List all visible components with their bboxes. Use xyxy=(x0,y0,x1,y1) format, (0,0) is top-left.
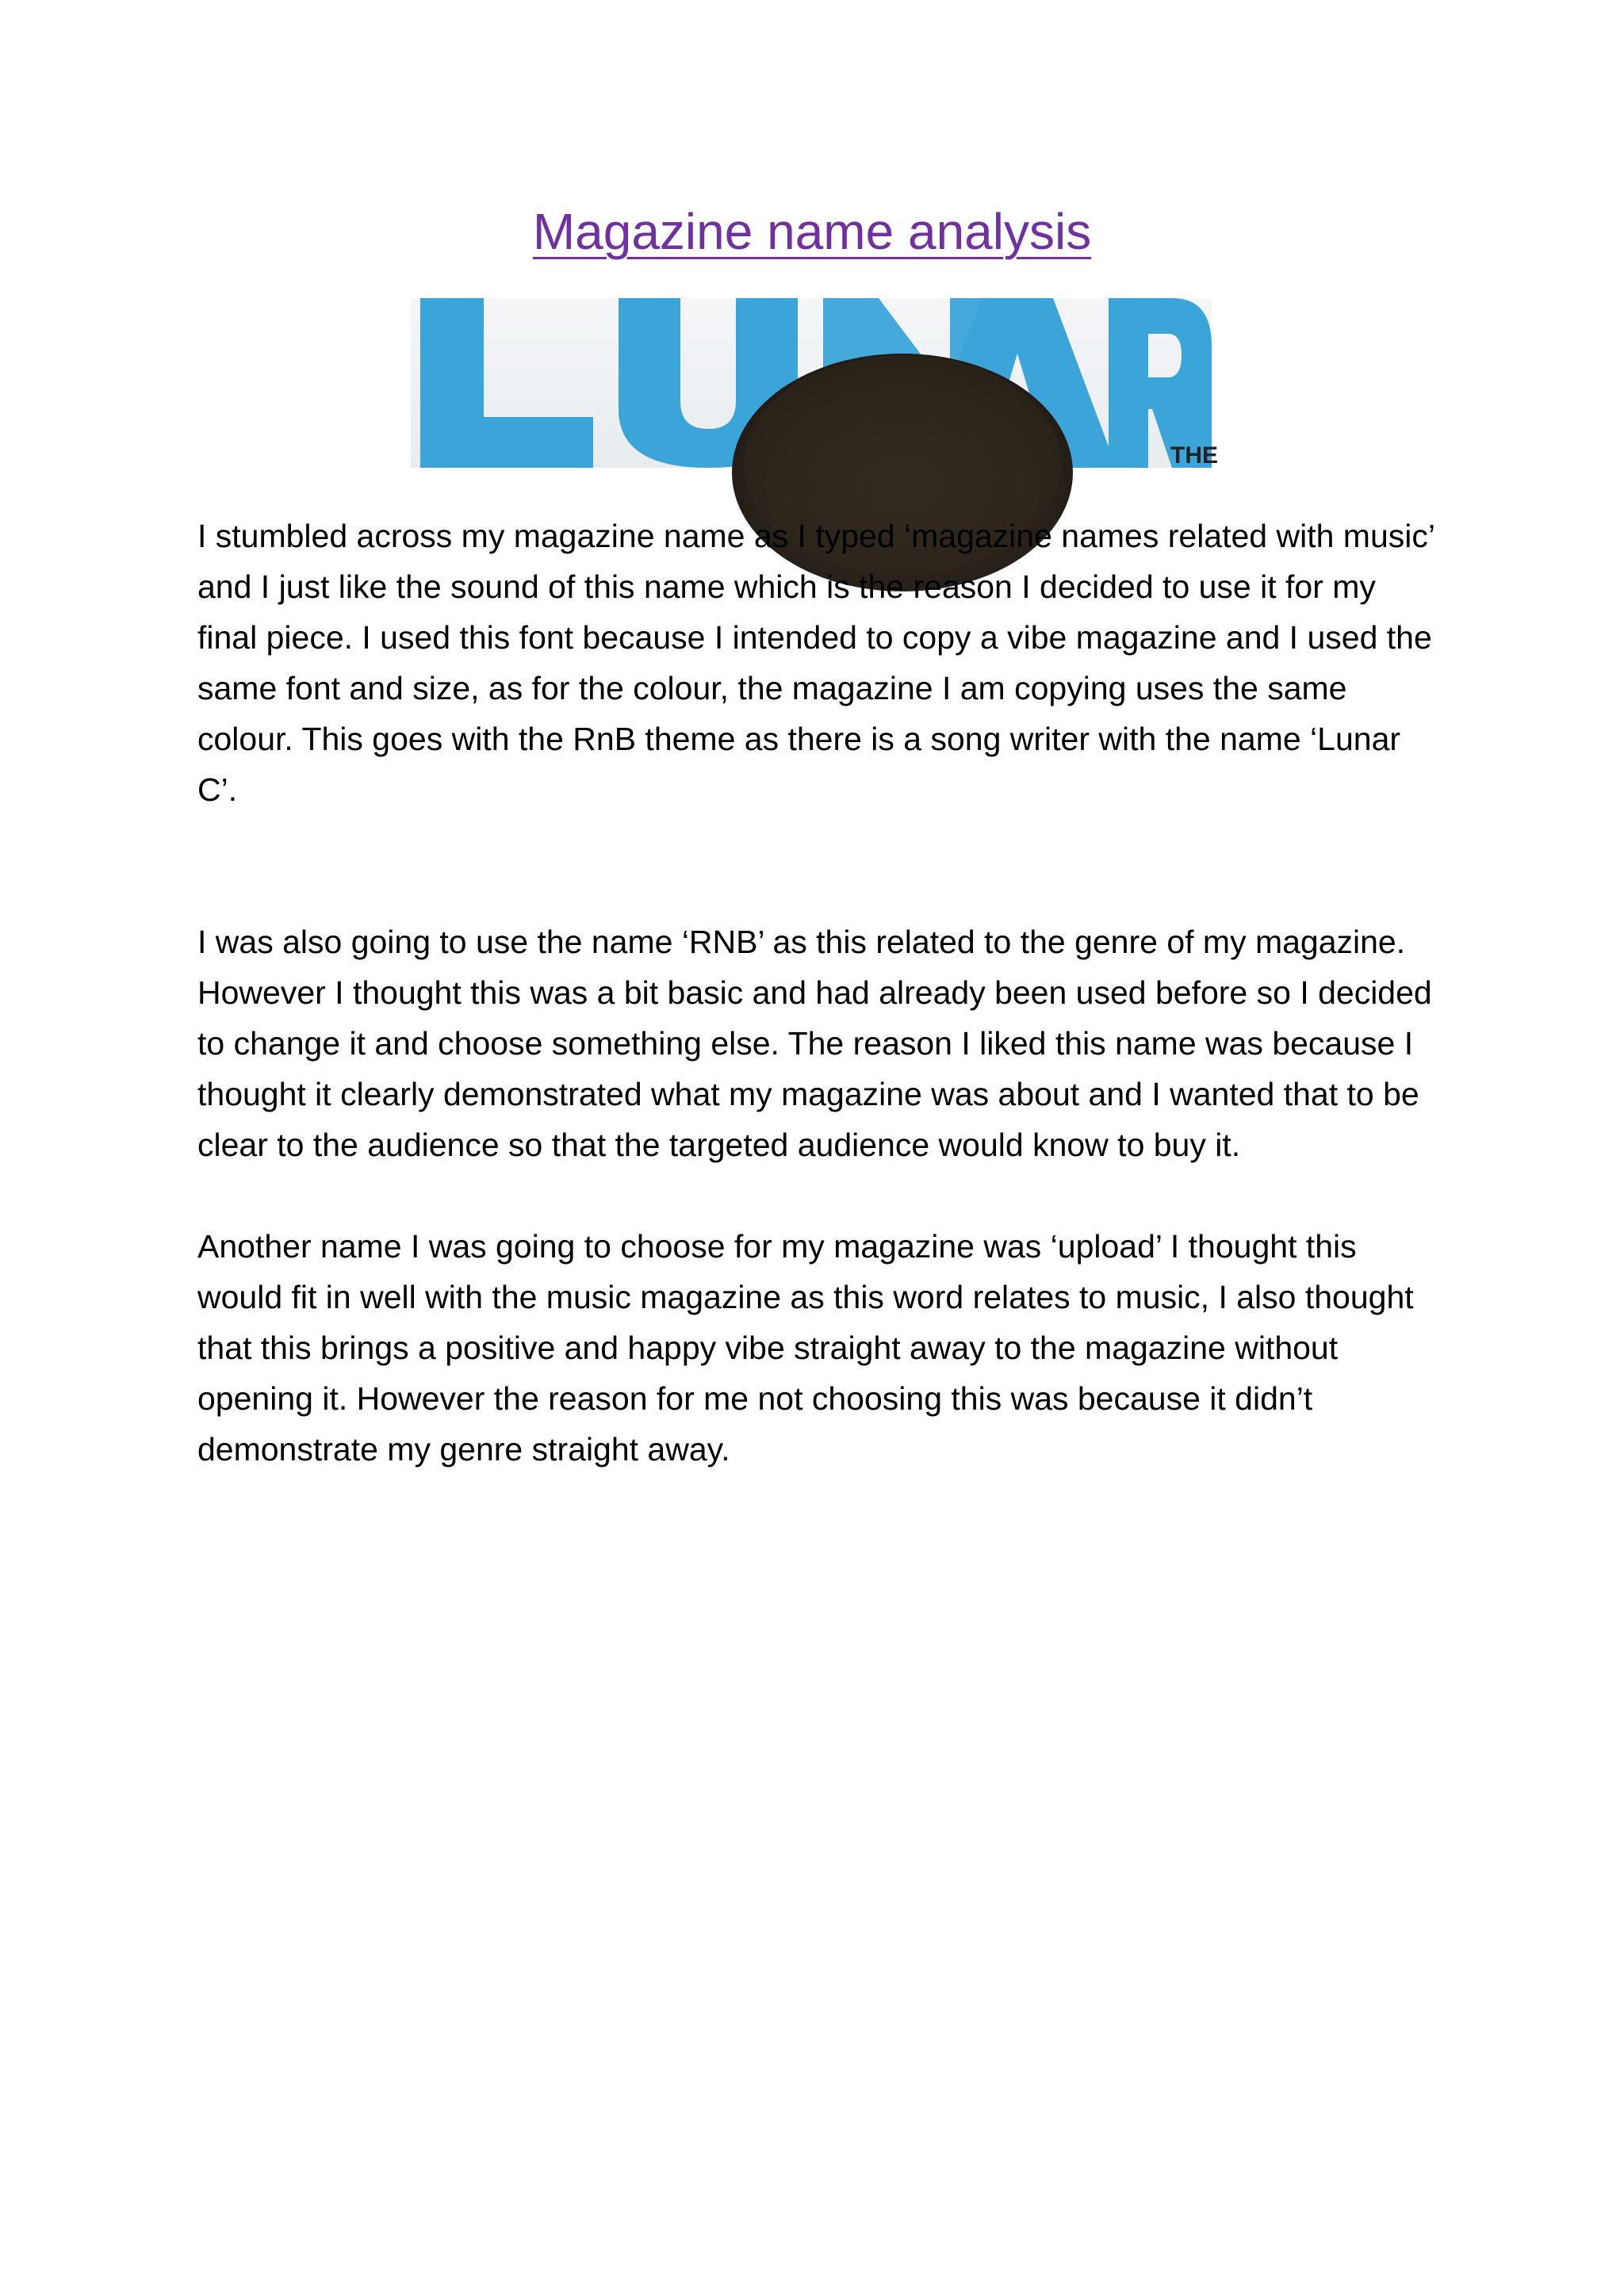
lunar-masthead-image xyxy=(411,298,1218,469)
paragraph-1: I stumbled across my magazine name as I typed ‘magazine names related with music’ and I just like the sound of this name which is the reason I decided to use it for my final piece. I used this font because I intended to copy a vibe magazine and I used the same font and size, as for the colour, the magazine I am copying uses the same colour. This goes with the RnB theme as there is a song writer with the name ‘Lunar C’. xyxy=(197,518,1434,808)
logo-small-text: THE xyxy=(1170,442,1218,469)
page-title: Magazine name analysis xyxy=(532,203,1092,260)
paragraph-2: I was also going to use the name ‘RNB’ as this related to the genre of my magazine. However I thought this was a bit basic and had already been used before so I decided to change it and choose something else. The reason I liked this name was because I thought it clearly demonstrated what my magazine was about and I wanted that to be clear to the audience so that the targeted audience would know to buy it. xyxy=(197,924,1432,1163)
paragraph-3: Another name I was going to choose for my magazine was ‘upload’ I thought this would fit in well with the music magazine as this word relates to music, I also thought that this brings a positive and happy vibe straight away to the magazine without opening it. However the reason for me not choosing this was because it didn’t demonstrate my genre straight away. xyxy=(197,1228,1414,1468)
body-text xyxy=(197,511,1434,1475)
